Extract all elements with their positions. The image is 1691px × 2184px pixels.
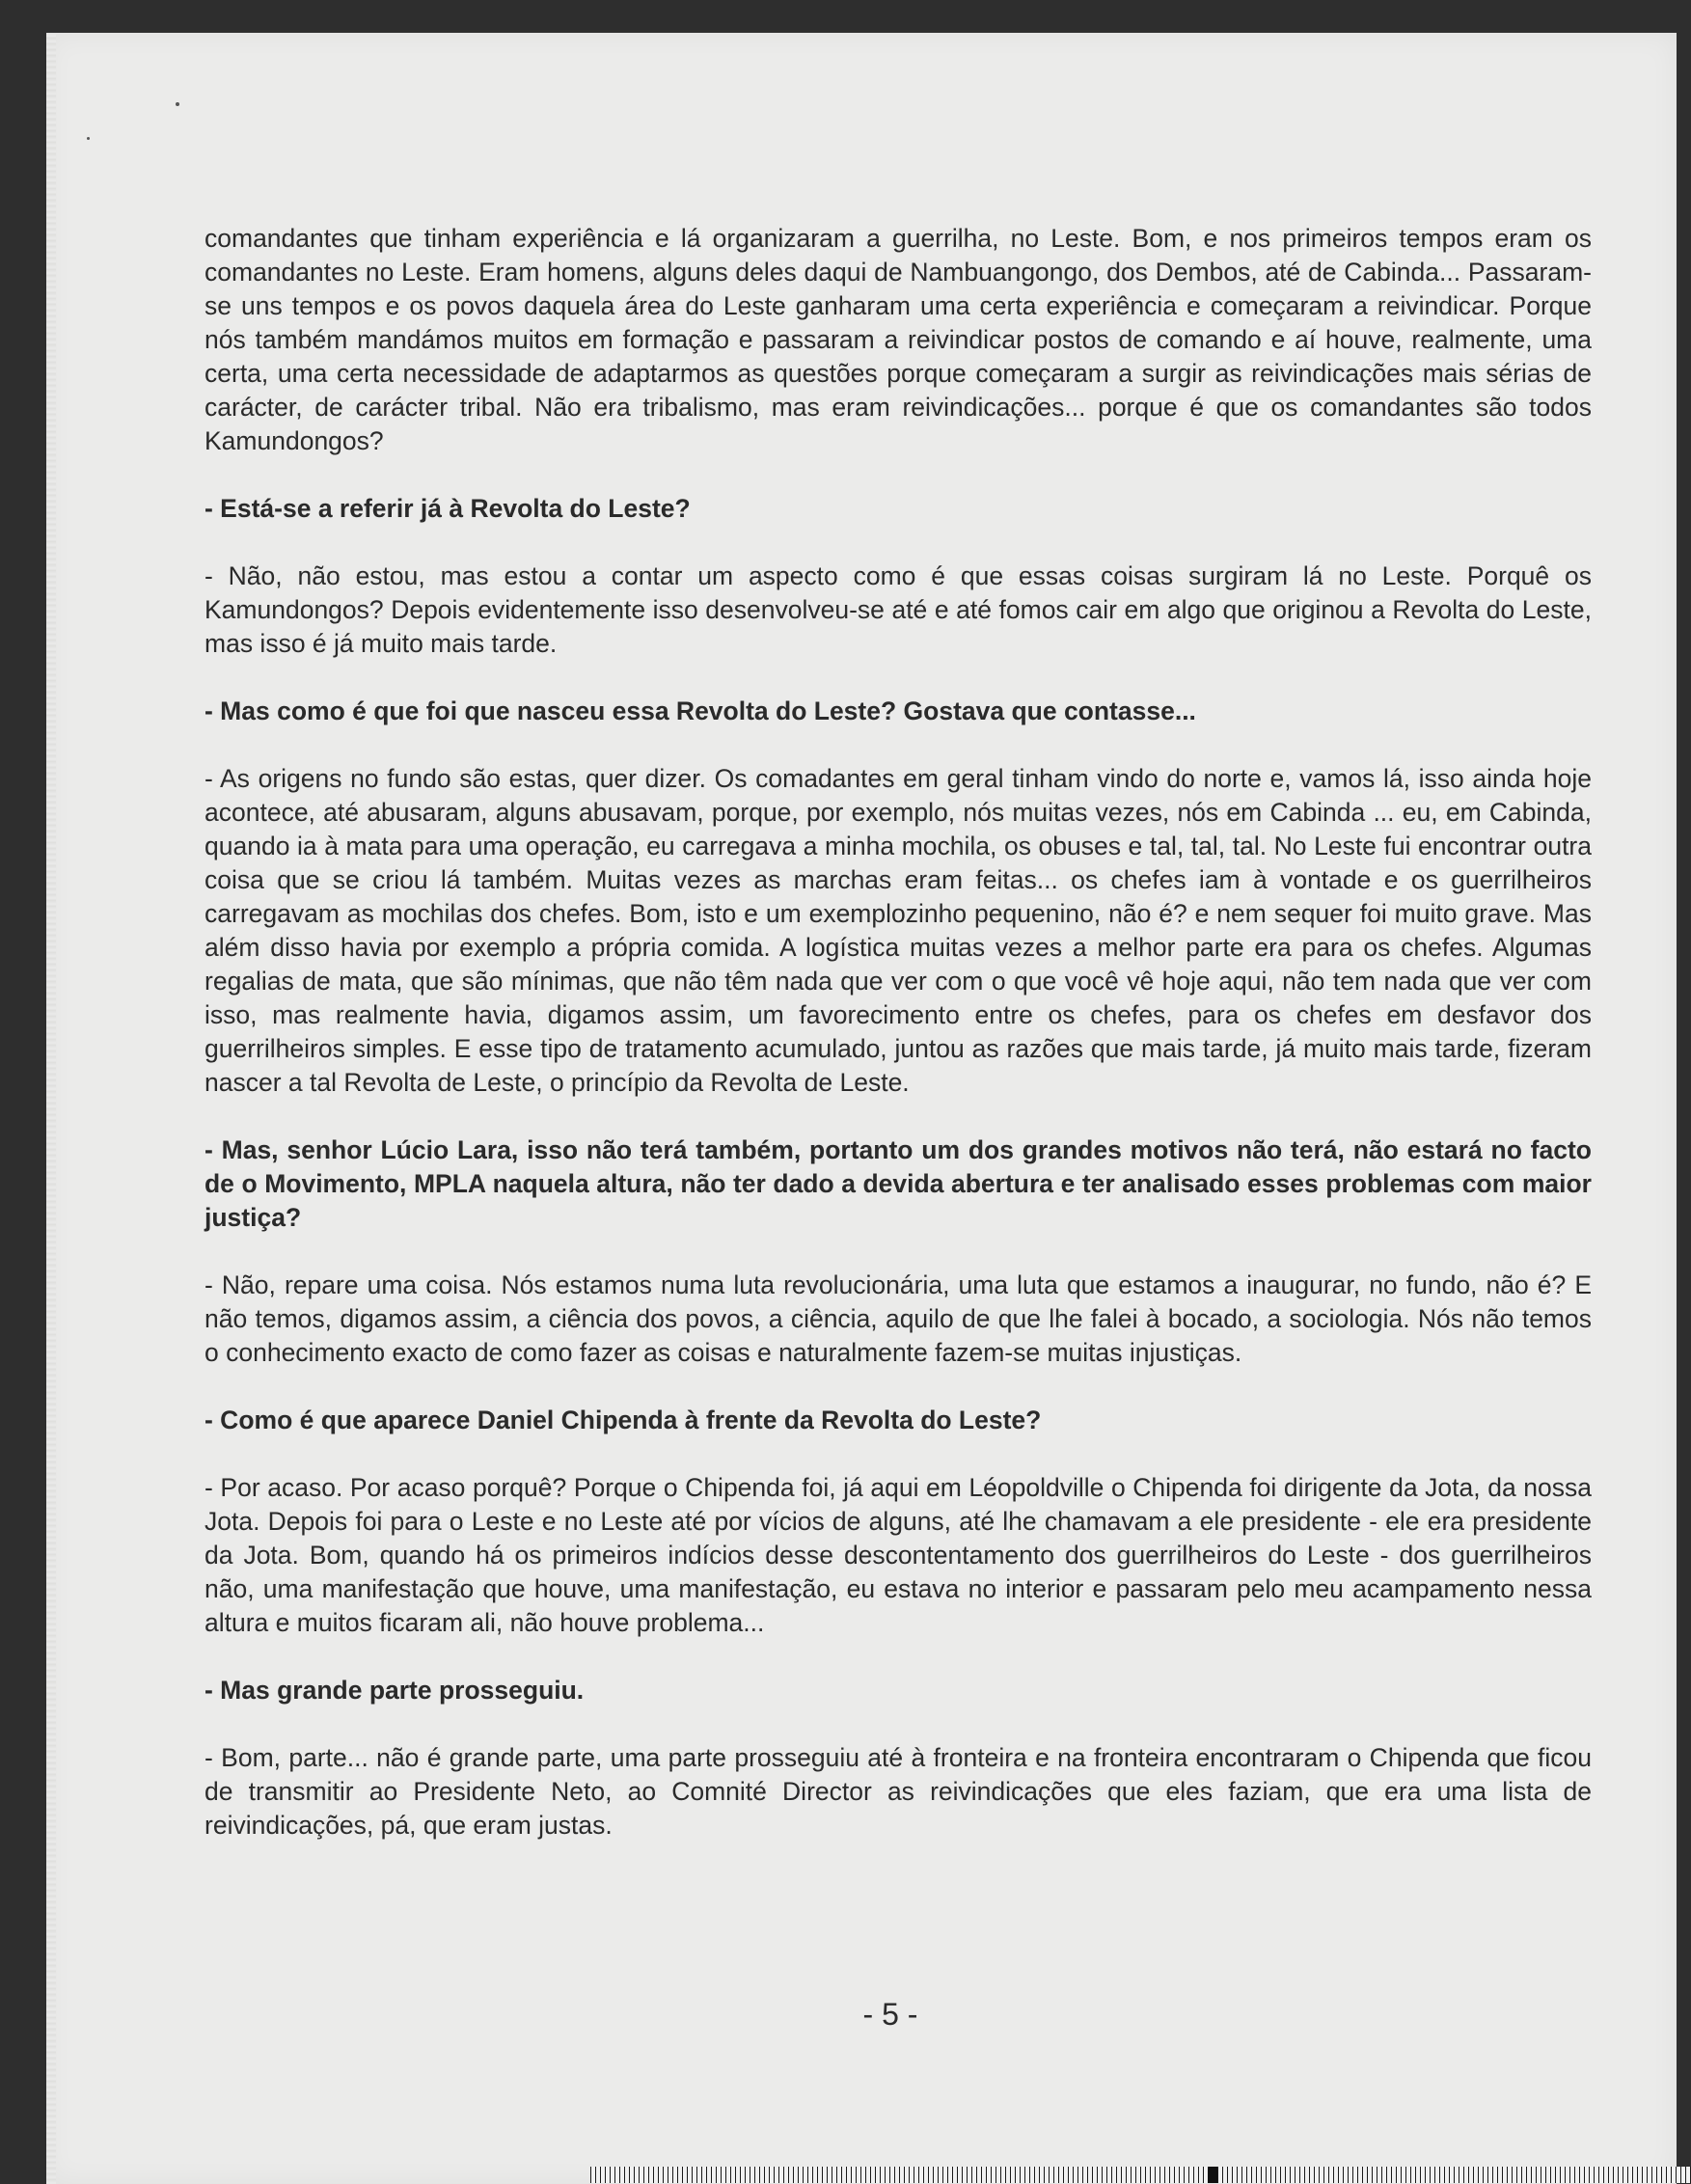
- answer-paragraph: - Não, não estou, mas estou a contar um aspecto como é que essas coisas surgiram lá no Leste. Porquê os Kamundongos? Depois evidentemente isso desenvolveu-se até e até fomos cair em algo que originou a Revolta do Leste, mas isso é já muito mais tarde.: [205, 561, 1592, 658]
- question-paragraph: - Mas, senhor Lúcio Lara, isso não terá também, portanto um dos grandes motivos não terá, não estará no facto de o Movimento, MPLA naquela altura, não ter dado a devida abertura e ter analisado esses problemas com maior justiça?: [205, 1135, 1592, 1232]
- question-paragraph: - Como é que aparece Daniel Chipenda à frente da Revolta do Leste?: [205, 1406, 1042, 1434]
- question-paragraph: - Mas como é que foi que nasceu essa Revolta do Leste? Gostava que contasse...: [205, 696, 1196, 725]
- speck-mark: [87, 137, 90, 140]
- answer-paragraph: - As origens no fundo são estas, quer dizer. Os comadantes em geral tinham vindo do norte e, vamos lá, isso ainda hoje acontece, até abusaram, alguns abusavam, porque, por exemplo, nós muitas vezes, nós em Cabinda ... eu, em Cabinda, quando ia à mata para uma operação, eu carregava a minha mochila, os obuses e tal, tal, tal. No Leste fui encontrar outra coisa que se criou lá também. Muitas vezes as marchas eram feitas... os chefes iam à vontade e os guerrilheiros carregavam as mochilas dos chefes. Bom, isto e um exemplozinho pequenino, não é? e nem sequer foi muito grave. Mas além disso havia por exemplo a própria comida. A logística muitas vezes a melhor parte era para os chefes. Algumas regalias de mata, que são mínimas, que não têm nada que ver com o que você vê hoje aqui, não tem nada que ver com isso, mas realmente havia, digamos assim, um favorecimento entre os chefes, para os chefes em desfavor dos guerrilheiros simples. E esse tipo de tratamento acumulado, juntou as razões que mais tarde, já muito mais tarde, fizeram nascer a tal Revolta de Leste, o princípio da Revolta de Leste.: [205, 764, 1592, 1097]
- page-body: [205, 222, 1592, 1876]
- answer-paragraph: - Bom, parte... não é grande parte, uma parte prosseguiu até à fronteira e na fronteira encontraram o Chipenda que ficou de transmitir ao Presidente Neto, ao Comnité Director as reivindicações que eles faziam, que era uma lista de reivindicações, pá, que eram justas.: [205, 1743, 1592, 1840]
- answer-paragraph: - Por acaso. Por acaso porquê? Porque o Chipenda foi, já aqui em Léopoldville o Chipenda foi dirigente da Jota, da nossa Jota. Depois foi para o Leste e no Leste até por vícios de alguns, até lhe chamavam a ele presidente - ele era presidente da Jota. Bom, quando há os primeiros indícios desse descontentamento dos guerrilheiros do Leste - dos guerrilheiros não, uma manifestação que houve, uma manifestação, eu estava no interior e passaram pelo meu acampamento nessa altura e muitos ficaram ali, não houve problema...: [205, 1473, 1592, 1637]
- document-page: [46, 33, 1677, 2184]
- question-paragraph: - Mas grande parte prosseguiu.: [205, 1676, 585, 1705]
- scale-ruler: [590, 2167, 1691, 2183]
- page-number-label: - 5 -: [862, 1997, 918, 2032]
- answer-paragraph: comandantes que tinham experiência e lá organizaram a guerrilha, no Leste. Bom, e nos primeiros tempos eram os comandantes no Leste. Eram homens, alguns deles daqui de Nambuangongo, dos Dembos, até de Cabinda... Passaram-se uns tempos e os povos daquela área do Leste ganharam uma certa experiência e começaram a reivindicar. Porque nós também mandámos muitos em formação e passaram a reivindicar postos de comando e aí houve, realmente, uma certa, uma certa necessidade de adaptarmos as questões porque começaram a surgir as reivindicações mais sérias de carácter, de carácter tribal. Não era tribalismo, mas eram reivindicações... porque é que os comandantes são todos Kamundongos?: [205, 224, 1592, 455]
- answer-paragraph: - Não, repare uma coisa. Nós estamos numa luta revolucionária, uma luta que estamos a inaugurar, no fundo, não é? E não temos, digamos assim, a ciência dos povos, a ciência, aquilo de que lhe falei à bocado, a sociologia. Nós não temos o conhecimento exacto de como fazer as coisas e naturalmente fazem-se muitas injustiças.: [205, 1270, 1592, 1367]
- speck-mark: [176, 102, 179, 106]
- page-number: [46, 1997, 1677, 2033]
- question-paragraph: - Está-se a referir já à Revolta do Leste?: [205, 494, 691, 523]
